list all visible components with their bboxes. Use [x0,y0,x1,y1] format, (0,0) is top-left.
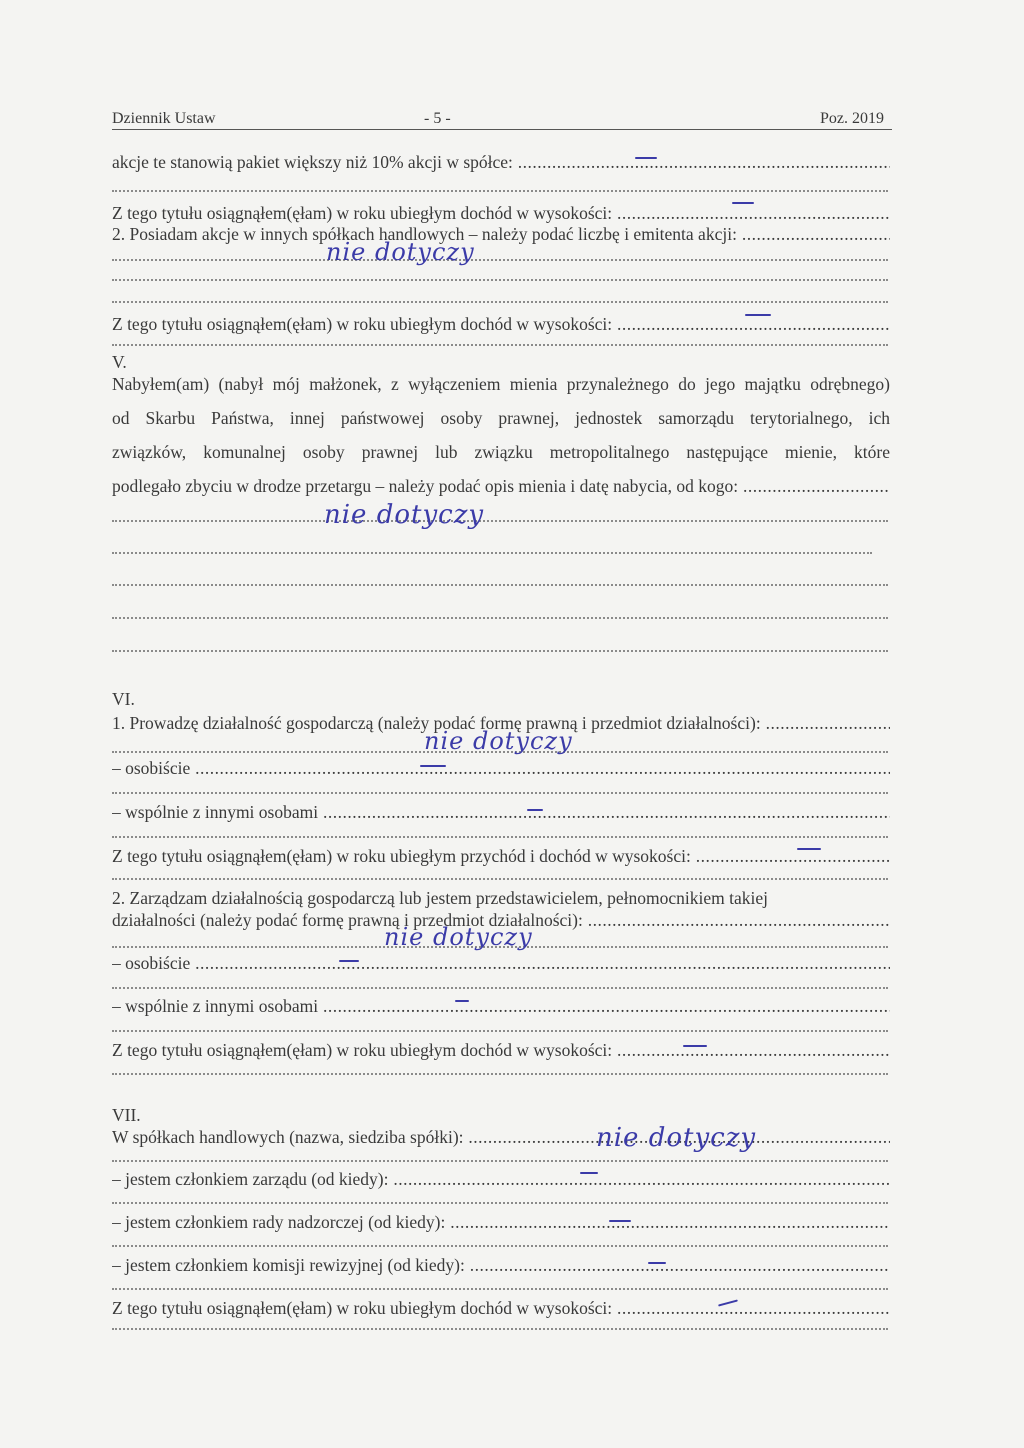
dotted-line [112,344,888,346]
dotted-line [112,301,888,303]
dotted-line [112,190,888,192]
handwritten-not-applicable: nie dotyczy [596,1123,757,1153]
section-v-text-2: od Skarbu Państwa, innej państwowej osoby prawnej, jednostek samorządu terytorialnego, ich [112,408,890,428]
jointly-line-1: – wspólnie z innymi osobami ..... [112,802,890,822]
dotted-line [112,1245,888,1247]
dotted-line [112,836,888,838]
audit-committee-line: – jestem członkiem komisji rewizyjnej (od kiedy): ..... [112,1255,890,1275]
section-vi-heading: VI. [112,689,135,709]
dotted-line [112,650,888,652]
section-v-text-3: związków, komunalnej osoby prawnej lub związku metropolitalnego następujące mienie, które [112,442,890,462]
header-rule [112,129,892,130]
personally-line-2: – osobiście ..... [112,953,890,973]
income-line-2: Z tego tytułu osiągnąłem(ęłam) w roku ubiegłym dochód w wysokości: ..... [112,314,890,334]
dotted-line [112,279,888,281]
page-number: - 5 - [424,110,451,127]
section-v-text-1: Nabyłem(am) (nabył mój małżonek, z wyłączeniem mienia przynależnego do jego majątku odrębnego) [112,374,890,394]
handwritten-dash [609,1220,631,1222]
handwritten-not-applicable: nie dotyczy [326,238,475,266]
dotted-line [112,584,888,586]
personally-line-1: – osobiście ..... [112,758,890,778]
handwritten-dash [797,848,821,850]
dotted-line [112,987,888,989]
management-line-1: 2. Zarządzam działalnością gospodarczą lub jestem przedstawicielem, pełnomocnikiem takiej [112,888,768,908]
dotted-line [112,1202,888,1204]
other-shares-line: 2. Posiadam akcje w innych spółkach handlowych – należy podać liczbę i emitenta akcji: ..... [112,224,890,244]
companies-line: W spółkach handlowych (nazwa, siedziba spółki): ..... [112,1127,890,1147]
section-v-text-4: podlegało zbyciu w drodze przetargu – należy podać opis mienia i datę nabycia, od kogo: ..... [112,476,890,496]
position-number: Poz. 2019 [820,110,884,127]
jointly-line-2: – wspólnie z innymi osobami ..... [112,996,890,1016]
dotted-line [112,878,888,880]
income-line-1: Z tego tytułu osiągnąłem(ęłam) w roku ubiegłym dochód w wysokości: ..... [112,203,890,223]
supervisory-board-line: – jestem członkiem rady nadzorczej (od kiedy): ..... [112,1212,890,1232]
handwritten-dash [339,960,359,962]
business-activity-line: 1. Prowadzę działalność gospodarczą (należy podać formę prawną i przedmiot działalności): ..... [112,713,890,733]
handwritten-dash [683,1045,707,1047]
dotted-line [112,1288,888,1290]
board-member-line: – jestem członkiem zarządu (od kiedy): ..... [112,1169,890,1189]
handwritten-dash [580,1172,598,1174]
dotted-line [112,1328,888,1330]
income-line-3: Z tego tytułu osiągnąłem(ęłam) w roku ubiegłym dochód w wysokości: ..... [112,1040,890,1060]
handwritten-dash [648,1262,666,1264]
dotted-line [112,259,888,261]
dotted-line [112,520,888,522]
journal-name: Dziennik Ustaw [112,110,216,127]
handwritten-dash [745,314,771,316]
dotted-line [112,552,872,554]
handwritten-dash [527,809,543,811]
dotted-line [112,617,888,619]
revenue-income-line: Z tego tytułu osiągnąłem(ęłam) w roku ubiegłym przychód i dochód w wysokości: ..... [112,846,890,866]
section-vii-heading: VII. [112,1105,141,1125]
handwritten-dash [455,1000,469,1002]
management-line-2: działalności (należy podać formę prawną i przedmiot działalności): ..... [112,910,890,930]
shares-10pct-line: akcje te stanowią pakiet większy niż 10% akcji w spółce: ..... [112,152,890,172]
handwritten-not-applicable: nie dotyczy [384,923,533,951]
handwritten-not-applicable: nie dotyczy [324,500,485,530]
dotted-line [112,1030,888,1032]
handwritten-dash [732,202,754,204]
dotted-line [112,1160,888,1162]
handwritten-dash [420,765,446,767]
dotted-line [112,1073,888,1075]
handwritten-dash [635,157,657,159]
dotted-line [112,792,888,794]
section-v-heading: V. [112,352,127,372]
handwritten-not-applicable: nie dotyczy [424,727,573,755]
income-line-4: Z tego tytułu osiągnąłem(ęłam) w roku ubiegłym dochód w wysokości: ..... [112,1298,890,1318]
